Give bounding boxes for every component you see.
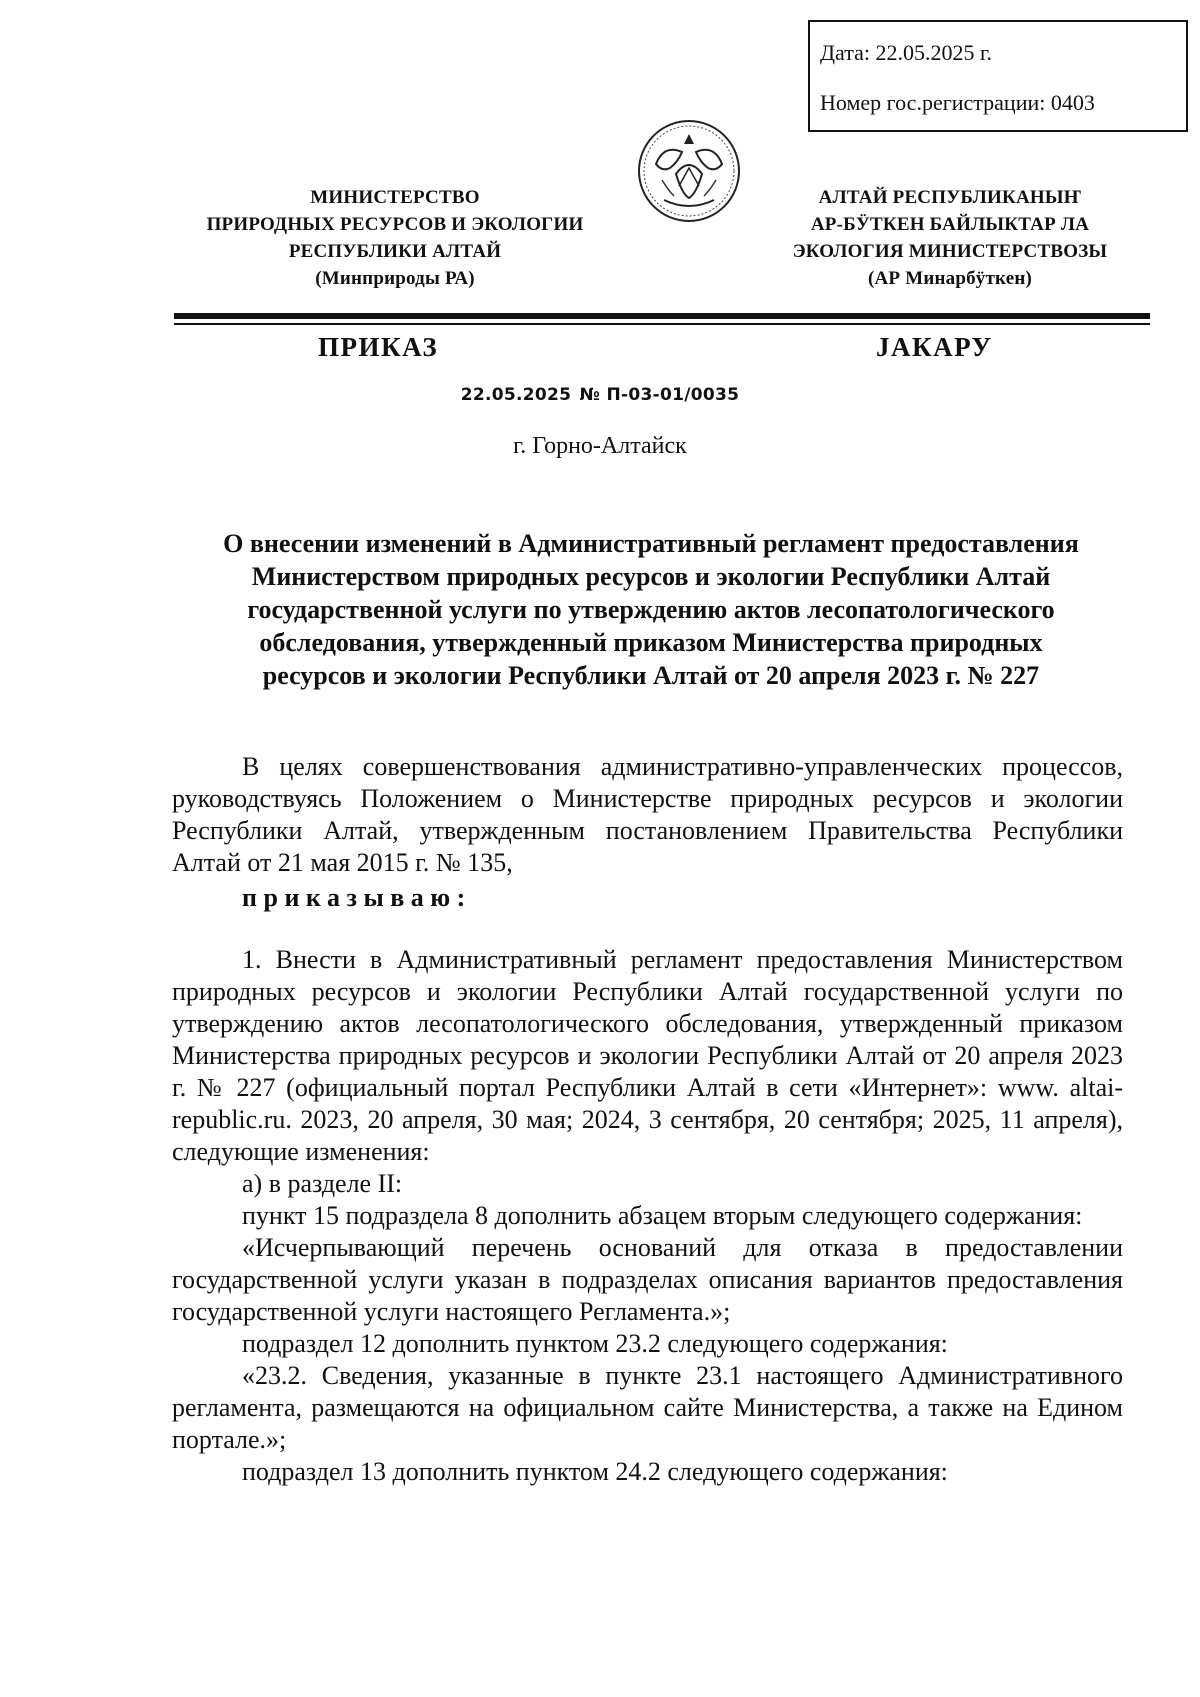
registration-stamp: [808, 20, 1188, 132]
point-15-paragraph: пункт 15 подраздела 8 дополнить абзацем вторым следующего содержания:: [242, 1201, 1083, 1230]
header-divider-thin: [174, 323, 1150, 325]
quote-2-paragraph: «23.2. Сведения, указанные в пункте 23.1 настоящего Административного регламента, размещаются на официальном сайте Министерства, а также на Едином портале.»;: [172, 1361, 1123, 1454]
order-verb: приказываю:: [242, 883, 472, 912]
preamble-paragraph: В целях совершенствования административно-управленческих процессов, руководствуясь Положением о Министерстве природных ресурсов и экологии Республики Алтай, утвержденным постановлением Правительства Республики Алтай от 21 мая 2015 г. № 135,: [172, 752, 1123, 877]
registration-number: Номер гос.регистрации: 0403: [820, 90, 1095, 115]
city: г. Горно-Алтайск: [513, 433, 687, 459]
ministry-name-russian: МИНИСТЕРСТВО ПРИРОДНЫХ РЕСУРСОВ И ЭКОЛОГИИ РЕСПУБЛИКИ АЛТАЙ (Минприроды РА): [206, 187, 584, 289]
order-title-russian: ПРИКАЗ: [318, 332, 439, 362]
subsection-12-paragraph: подраздел 12 дополнить пунктом 23.2 следующего содержания:: [242, 1329, 948, 1358]
ministry-name-altai: АЛТАЙ РЕСПУБЛИКАНЫҤ АР-БӰТКЕН БАЙЛЫКТАР ЛА ЭКОЛОГИЯ МИНИСТЕРСТВОЗЫ (АР Минарбӱткен): [792, 187, 1108, 289]
registration-date: Дата: 22.05.2025 г.: [820, 40, 993, 65]
order-title-altai: ЈАКАРУ: [876, 332, 993, 362]
item-1-paragraph: 1. Внести в Административный регламент предоставления Министерством природных ресурсов и экологии Республики Алтай государственной услуги по утверждению актов лесопатологического обследования, утвержденный приказом Министерства природных ресурсов и экологии Республики Алтай от 20 апреля 2023 г. № 227 (официальный портал Республики Алтай в сети «Интернет»: www. altai-republic.ru. 2023, 20 апреля, 30 мая; 2024, 3 сентября, 20 сентября; 2025, 11 апреля), следующие изменения:: [172, 945, 1123, 1166]
document-title: О внесении изменений в Административный регламент предоставления Министерством природных ресурсов и экологии Республики Алтай государственной услуги по утверждению актов лесопатологического обследования, утвержденный приказом Министерства природных ресурсов и экологии Республики Алтай от 20 апреля 2023 г. № 227: [223, 529, 1079, 690]
subsection-13-paragraph: подраздел 13 дополнить пунктом 24.2 следующего содержания:: [242, 1457, 948, 1486]
quote-1-paragraph: «Исчерпывающий перечень оснований для отказа в предоставлении государственной услуги указан в подразделах описания вариантов предоставления государственной услуги настоящего Регламента.»;: [172, 1233, 1123, 1326]
spacer: [172, 914, 1123, 944]
coat-of-arms-emblem: [634, 116, 744, 226]
subitem-a: а) в разделе II:: [242, 1169, 403, 1198]
order-date-number: 22.05.2025 № П-03-01/0035: [460, 385, 740, 405]
document-body: [172, 751, 1123, 1488]
header-divider: [174, 313, 1150, 319]
